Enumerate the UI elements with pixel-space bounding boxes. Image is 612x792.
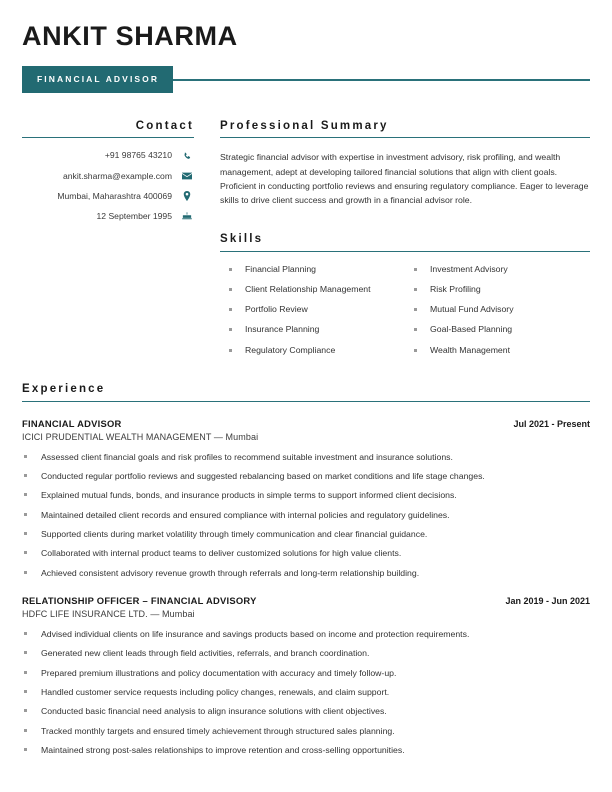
- job-dates: Jan 2019 - Jun 2021: [505, 596, 590, 607]
- experience-section: [22, 383, 590, 756]
- job-title-row: [22, 66, 590, 93]
- experience-job: [22, 595, 590, 756]
- job-title: FINANCIAL ADVISOR: [22, 417, 122, 429]
- job-bullet: [22, 725, 590, 737]
- square-bullet-icon: [24, 748, 27, 751]
- contact-item-location: [22, 191, 194, 202]
- job-bullet-text: Maintained strong post-sales relationships to improve retention and cross-selling opportunities.: [41, 745, 405, 756]
- skill-label: Wealth Management: [430, 344, 511, 355]
- job-bullet: [22, 744, 590, 756]
- skills-column-right: [405, 264, 590, 366]
- job-bullet: [22, 647, 590, 659]
- skill-item: [405, 345, 590, 356]
- job-company: ICICI PRUDENTIAL WEALTH MANAGEMENT — Mumbai: [22, 431, 259, 442]
- skill-label: Financial Planning: [245, 263, 316, 274]
- square-bullet-icon: [24, 532, 27, 535]
- job-bullet-text: Prepared premium illustrations and policy documentation with accuracy and timely follow-up.: [41, 667, 397, 678]
- upper-columns: [22, 120, 590, 365]
- contact-item-phone: [22, 150, 194, 161]
- job-bullet-text: Tracked monthly targets and ensured timely achievement through structured sales planning.: [41, 725, 395, 736]
- square-bullet-icon: [24, 455, 27, 458]
- header-rule: [173, 79, 590, 81]
- skill-label: Risk Profiling: [430, 283, 481, 294]
- summary-skills-column: [194, 120, 590, 365]
- job-bullet: [22, 489, 590, 501]
- square-bullet-icon: [229, 288, 232, 291]
- job-bullet-text: Achieved consistent advisory revenue growth through referrals and long-term relationship building.: [41, 567, 420, 578]
- job-bullet: [22, 628, 590, 640]
- envelope-icon: [180, 172, 194, 180]
- job-bullet-text: Generated new client leads through field activities, referrals, and branch coordination.: [41, 648, 370, 659]
- job-bullet: [22, 509, 590, 521]
- job-bullet-list: [22, 628, 590, 756]
- contact-item-email: [22, 171, 194, 182]
- skill-label: Goal-Based Planning: [430, 324, 513, 335]
- job-bullet: [22, 451, 590, 463]
- candidate-name: ANKIT SHARMA: [22, 21, 238, 51]
- square-bullet-icon: [414, 349, 417, 352]
- experience-heading: Experience: [22, 383, 590, 402]
- skills-grid: [220, 264, 590, 366]
- square-bullet-icon: [229, 349, 232, 352]
- skills-section: [220, 233, 590, 365]
- job-bullet-text: Supported clients during market volatility through timely communication and clear financial guidance.: [41, 529, 428, 540]
- skill-label: Insurance Planning: [245, 324, 320, 335]
- square-bullet-icon: [229, 308, 232, 311]
- square-bullet-icon: [24, 474, 27, 477]
- contact-location-value: Mumbai, Maharashtra 400069: [57, 190, 172, 201]
- job-title: RELATIONSHIP OFFICER – FINANCIAL ADVISORY: [22, 595, 257, 607]
- square-bullet-icon: [24, 651, 27, 654]
- skill-item: [220, 324, 405, 335]
- job-bullet: [22, 567, 590, 579]
- contact-heading: Contact: [22, 120, 194, 139]
- job-bullet: [22, 705, 590, 717]
- contact-item-birthday: [22, 211, 194, 222]
- square-bullet-icon: [24, 513, 27, 516]
- job-bullet-text: Advised individual clients on life insurance and savings products based on income and protection requirements.: [41, 629, 470, 640]
- job-bullet-text: Maintained detailed client records and ensured compliance with internal policies and regulatory guidelines.: [41, 509, 450, 520]
- skill-label: Regulatory Compliance: [245, 344, 336, 355]
- square-bullet-icon: [24, 709, 27, 712]
- contact-column: [22, 120, 194, 231]
- skill-label: Client Relationship Management: [245, 283, 371, 294]
- skill-label: Portfolio Review: [245, 304, 308, 315]
- skill-item: [220, 264, 405, 275]
- square-bullet-icon: [229, 268, 232, 271]
- skill-item: [220, 284, 405, 295]
- job-bullet: [22, 528, 590, 540]
- summary-text: Strategic financial advisor with expertise in investment advisory, risk profiling, and wealth management, adept at developing tailored financial solutions that align with client goals. Proficient in conducting portfolio reviews and ensuring regulatory compliance. Eager to leverage skills to drive client success and growth in a financial advisor role.: [220, 152, 589, 205]
- skills-heading: Skills: [220, 233, 590, 252]
- job-bullet-text: Conducted regular portfolio reviews and suggested rebalancing based on market conditions and life stage changes.: [41, 471, 485, 482]
- skill-item: [220, 304, 405, 315]
- phone-icon: [180, 152, 194, 161]
- square-bullet-icon: [414, 288, 417, 291]
- job-bullet: [22, 686, 590, 698]
- skill-item: [405, 304, 590, 315]
- skill-item: [405, 264, 590, 275]
- job-bullet-text: Conducted basic financial need analysis to align insurance solutions with client objectives.: [41, 706, 387, 717]
- contact-birthday-value: 12 September 1995: [96, 211, 172, 221]
- skill-item: [405, 324, 590, 335]
- square-bullet-icon: [24, 671, 27, 674]
- resume-header: [22, 0, 590, 93]
- job-header: [22, 595, 590, 606]
- job-bullet-text: Explained mutual funds, bonds, and insurance products in simple terms to support informed client decisions.: [41, 490, 457, 501]
- job-header: [22, 418, 590, 429]
- experience-job: [22, 418, 590, 579]
- square-bullet-icon: [24, 690, 27, 693]
- square-bullet-icon: [24, 551, 27, 554]
- square-bullet-icon: [24, 493, 27, 496]
- square-bullet-icon: [414, 328, 417, 331]
- job-dates: Jul 2021 - Present: [513, 418, 590, 429]
- map-pin-icon: [180, 191, 194, 201]
- job-bullet: [22, 667, 590, 679]
- summary-heading: Professional Summary: [220, 120, 590, 139]
- birthday-cake-icon: [180, 212, 194, 222]
- skill-label: Investment Advisory: [430, 263, 508, 274]
- contact-list: [22, 150, 194, 222]
- job-bullet: [22, 547, 590, 559]
- job-bullet: [22, 470, 590, 482]
- square-bullet-icon: [229, 328, 232, 331]
- job-company: HDFC LIFE INSURANCE LTD. — Mumbai: [22, 609, 195, 620]
- contact-email-value: ankit.sharma@example.com: [62, 170, 172, 181]
- job-bullet-text: Assessed client financial goals and risk profiles to recommend suitable investment and insurance solutions.: [41, 451, 453, 462]
- square-bullet-icon: [414, 268, 417, 271]
- job-bullet-text: Collaborated with internal product teams to deliver customized solutions for high value clients.: [41, 548, 402, 559]
- job-bullet-list: [22, 451, 590, 579]
- skill-label: Mutual Fund Advisory: [430, 304, 514, 315]
- job-title-badge: FINANCIAL ADVISOR: [22, 66, 173, 93]
- skill-item: [220, 345, 405, 356]
- contact-phone-value: +91 98765 43210: [104, 150, 172, 161]
- skills-column-left: [220, 264, 405, 366]
- skill-item: [405, 284, 590, 295]
- square-bullet-icon: [24, 729, 27, 732]
- job-bullet-text: Handled customer service requests including policy changes, renewals, and claim support.: [41, 687, 390, 698]
- square-bullet-icon: [24, 571, 27, 574]
- square-bullet-icon: [414, 308, 417, 311]
- square-bullet-icon: [24, 632, 27, 635]
